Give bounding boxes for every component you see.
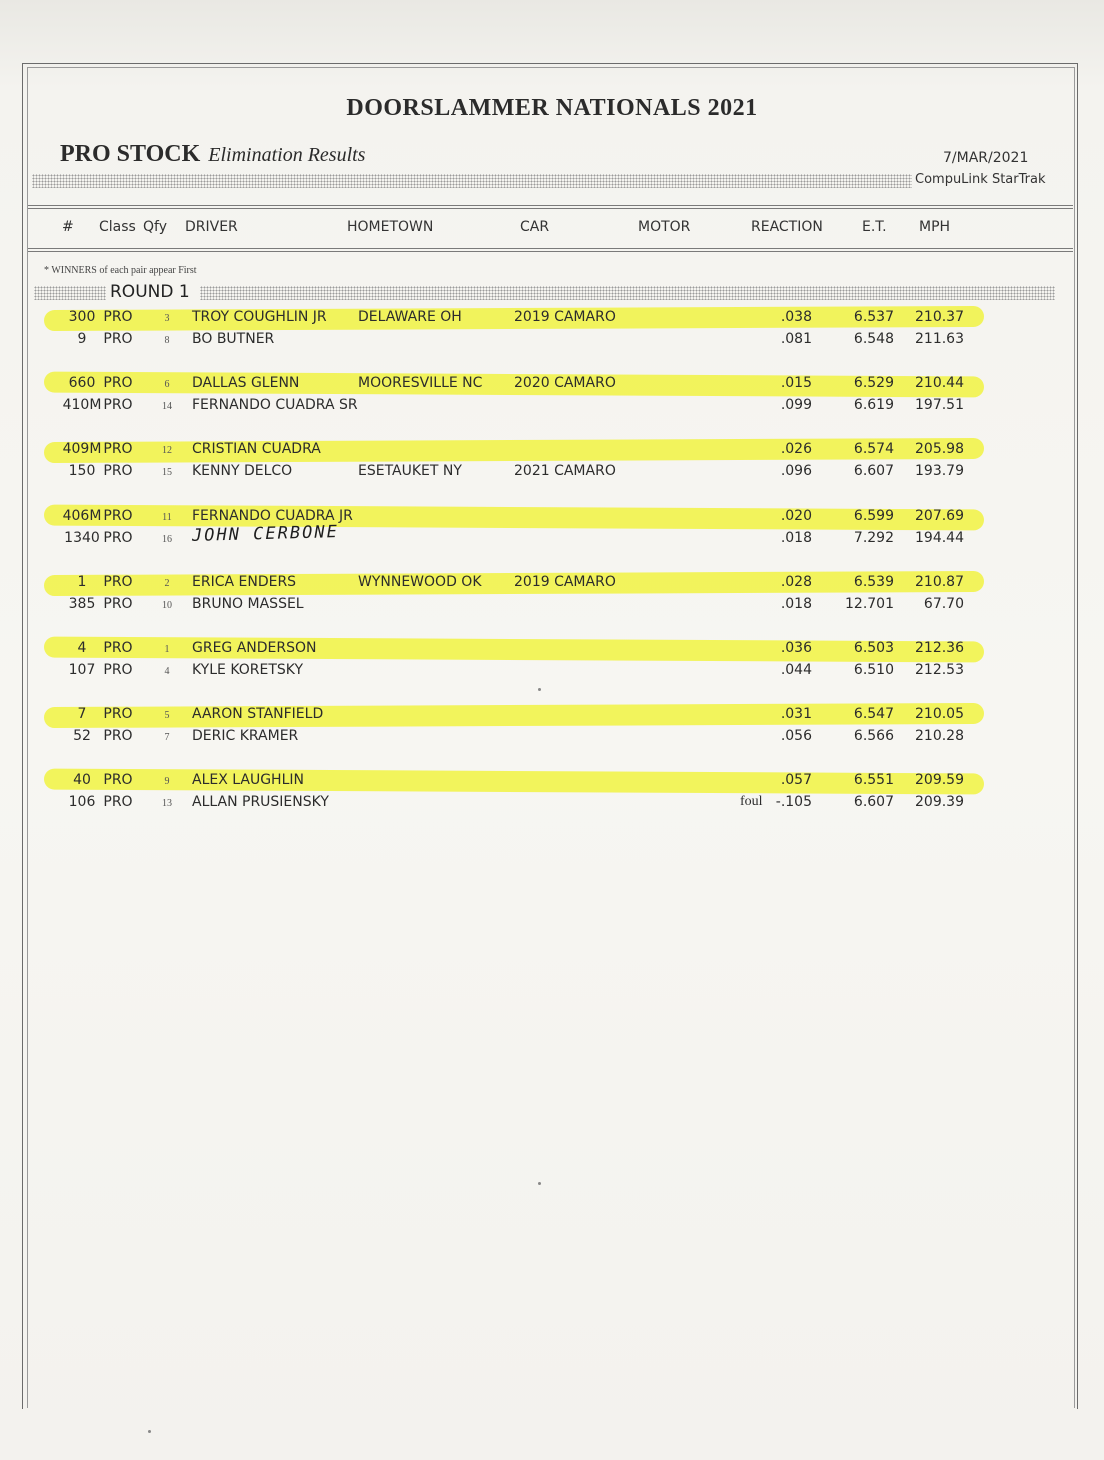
cell-class: PRO [103, 508, 133, 524]
cell-number: 385 [68, 596, 96, 612]
cell-reaction: .057 [780, 772, 812, 788]
cell-driver: KENNY DELCO [192, 463, 293, 479]
cell-class: PRO [103, 728, 133, 744]
col-header-class: Class [99, 219, 136, 235]
cell-et: 6.607 [853, 463, 894, 479]
cell-driver: ALEX LAUGHLIN [192, 772, 304, 788]
cell-et: 6.529 [853, 375, 894, 391]
cell-mph: 212.36 [915, 640, 964, 656]
cell-number: 300 [68, 309, 96, 325]
cell-et: 6.619 [853, 397, 894, 413]
cell-class: PRO [103, 530, 133, 546]
cell-driver: ERICA ENDERS [192, 574, 297, 590]
cell-driver: DERIC KRAMER [192, 728, 299, 744]
paper-speck [538, 1182, 541, 1185]
cell-driver: CRISTIAN CUADRA [192, 441, 321, 457]
cell-et: 6.510 [853, 662, 894, 678]
dotted-band-round-right [200, 286, 1055, 300]
cell-mph: 210.05 [915, 706, 964, 722]
cell-foul: foul [740, 794, 763, 809]
cell-driver: BRUNO MASSEL [192, 596, 304, 612]
cell-reaction: .020 [780, 508, 812, 524]
cell-qualifying: 1 [164, 644, 170, 655]
cell-class: PRO [103, 794, 133, 810]
cell-mph: 209.59 [915, 772, 964, 788]
event-date: 7/MAR/2021 [943, 150, 1029, 166]
cell-driver: ALLAN PRUSIENSKY [192, 794, 329, 810]
cell-et: 6.548 [853, 331, 894, 347]
cell-number: 409M [62, 441, 102, 457]
cell-class: PRO [103, 309, 133, 325]
cell-class: PRO [103, 574, 133, 590]
cell-et: 6.599 [853, 508, 894, 524]
brand-label: CompuLink StarTrak [915, 172, 1046, 187]
cell-class: PRO [103, 463, 133, 479]
cell-car: 2021 CAMARO [514, 463, 616, 479]
cell-mph: 194.44 [915, 530, 964, 546]
cell-qualifying: 11 [162, 512, 172, 523]
cell-class: PRO [103, 640, 133, 656]
cell-driver: FERNANDO CUADRA JR [192, 508, 353, 524]
class-heading [60, 141, 365, 168]
cell-reaction: -.105 [775, 794, 812, 810]
cell-qualifying: 9 [164, 776, 170, 787]
cell-number: 1340 [64, 530, 100, 546]
cell-mph: 212.53 [915, 662, 964, 678]
header-rule-top [28, 205, 1073, 206]
cell-number: 410M [62, 397, 102, 413]
cell-et: 6.537 [853, 309, 894, 325]
col-header-car: CAR [520, 219, 550, 235]
cell-qualifying: 3 [164, 313, 170, 324]
handwritten-driver-name: JOHN CERBONE [191, 522, 340, 546]
cell-class: PRO [103, 596, 133, 612]
class-name: PRO STOCK [60, 141, 201, 167]
cell-driver: BO BUTNER [192, 331, 275, 347]
cell-qualifying: 14 [162, 401, 172, 412]
round-label: ROUND 1 [110, 282, 190, 302]
cell-number: 1 [77, 574, 87, 590]
cell-et: 6.503 [853, 640, 894, 656]
cell-number: 150 [68, 463, 96, 479]
cell-class: PRO [103, 397, 133, 413]
col-header-motor: MOTOR [638, 219, 691, 235]
cell-qualifying: 15 [162, 467, 172, 478]
cell-qualifying: 16 [162, 534, 172, 545]
cell-reaction: .096 [780, 463, 812, 479]
cell-qualifying: 7 [164, 732, 170, 743]
paper-speck [148, 1430, 151, 1433]
cell-hometown: MOORESVILLE NC [358, 375, 483, 391]
dotted-band-round-left [34, 286, 106, 300]
header-rule-top-2 [28, 208, 1073, 209]
cell-class: PRO [103, 706, 133, 722]
cell-hometown: DELAWARE OH [358, 309, 462, 325]
winners-note: * WINNERS of each pair appear First [44, 265, 197, 276]
cell-mph: 210.37 [915, 309, 964, 325]
cell-mph: 197.51 [915, 397, 964, 413]
results-subtitle: Elimination Results [208, 144, 366, 166]
cell-et: 6.539 [853, 574, 894, 590]
cell-number: 406M [62, 508, 102, 524]
cell-reaction: .038 [780, 309, 812, 325]
cell-class: PRO [103, 662, 133, 678]
cell-number: 106 [68, 794, 96, 810]
col-header-hometown: HOMETOWN [347, 219, 434, 235]
cell-number: 4 [77, 640, 87, 656]
cell-reaction: .081 [780, 331, 812, 347]
cell-car: 2020 CAMARO [514, 375, 616, 391]
cell-et: 7.292 [853, 530, 894, 546]
dotted-band-header [32, 174, 912, 188]
cell-et: 12.701 [845, 596, 894, 612]
cell-mph: 193.79 [915, 463, 964, 479]
cell-mph: 209.39 [915, 794, 964, 810]
cell-reaction: .036 [780, 640, 812, 656]
cell-et: 6.574 [853, 441, 894, 457]
paper-speck [538, 688, 541, 691]
cell-reaction: .028 [780, 574, 812, 590]
cell-mph: 205.98 [915, 441, 964, 457]
cell-driver: GREG ANDERSON [192, 640, 317, 656]
cell-car: 2019 CAMARO [514, 309, 616, 325]
col-header-et: E.T. [862, 219, 887, 235]
cell-mph: 210.44 [915, 375, 964, 391]
cell-mph: 210.87 [915, 574, 964, 590]
col-header-driver: DRIVER [185, 219, 238, 235]
cell-driver: TROY COUGHLIN JR [192, 309, 327, 325]
cell-qualifying: 2 [164, 578, 170, 589]
col-header-mph: MPH [919, 219, 951, 235]
cell-reaction: .031 [780, 706, 812, 722]
cell-et: 6.547 [853, 706, 894, 722]
cell-class: PRO [103, 441, 133, 457]
cell-qualifying: 10 [162, 600, 172, 611]
cell-qualifying: 6 [164, 379, 170, 390]
cell-class: PRO [103, 375, 133, 391]
header-rule-bottom [28, 248, 1073, 249]
cell-reaction: .026 [780, 441, 812, 457]
cell-mph: 211.63 [915, 331, 964, 347]
cell-qualifying: 13 [162, 798, 172, 809]
cell-number: 660 [68, 375, 96, 391]
cell-reaction: .056 [780, 728, 812, 744]
cell-et: 6.607 [853, 794, 894, 810]
cell-number: 107 [68, 662, 96, 678]
cell-qualifying: 8 [164, 335, 170, 346]
cell-driver: FERNANDO CUADRA SR [192, 397, 358, 413]
cell-reaction: .099 [780, 397, 812, 413]
cell-class: PRO [103, 772, 133, 788]
cell-mph: 210.28 [915, 728, 964, 744]
cell-number: 9 [77, 331, 87, 347]
cell-mph: 67.70 [923, 596, 964, 612]
cell-hometown: WYNNEWOOD OK [358, 574, 482, 590]
cell-car: 2019 CAMARO [514, 574, 616, 590]
cell-number: 40 [73, 772, 91, 788]
cell-mph: 207.69 [915, 508, 964, 524]
col-header-num: # [62, 219, 74, 235]
cell-driver: KYLE KORETSKY [192, 662, 304, 678]
cell-number: 52 [73, 728, 91, 744]
cell-reaction: .044 [780, 662, 812, 678]
header-rule-bottom-2 [28, 251, 1073, 252]
col-header-qfy: Qfy [143, 219, 167, 235]
col-header-reaction: REACTION [751, 219, 823, 235]
cell-qualifying: 12 [162, 445, 172, 456]
cell-driver: DALLAS GLENN [192, 375, 300, 391]
cell-hometown: ESETAUKET NY [358, 463, 462, 479]
cell-reaction: .018 [780, 530, 812, 546]
cell-qualifying: 4 [164, 666, 170, 677]
cell-et: 6.551 [853, 772, 894, 788]
document-title: DOORSLAMMER NATIONALS 2021 [346, 95, 758, 121]
cell-et: 6.566 [853, 728, 894, 744]
cell-driver: AARON STANFIELD [192, 706, 324, 722]
cell-qualifying: 5 [164, 710, 170, 721]
cell-reaction: .015 [780, 375, 812, 391]
cell-number: 7 [77, 706, 87, 722]
cell-class: PRO [103, 331, 133, 347]
cell-reaction: .018 [780, 596, 812, 612]
